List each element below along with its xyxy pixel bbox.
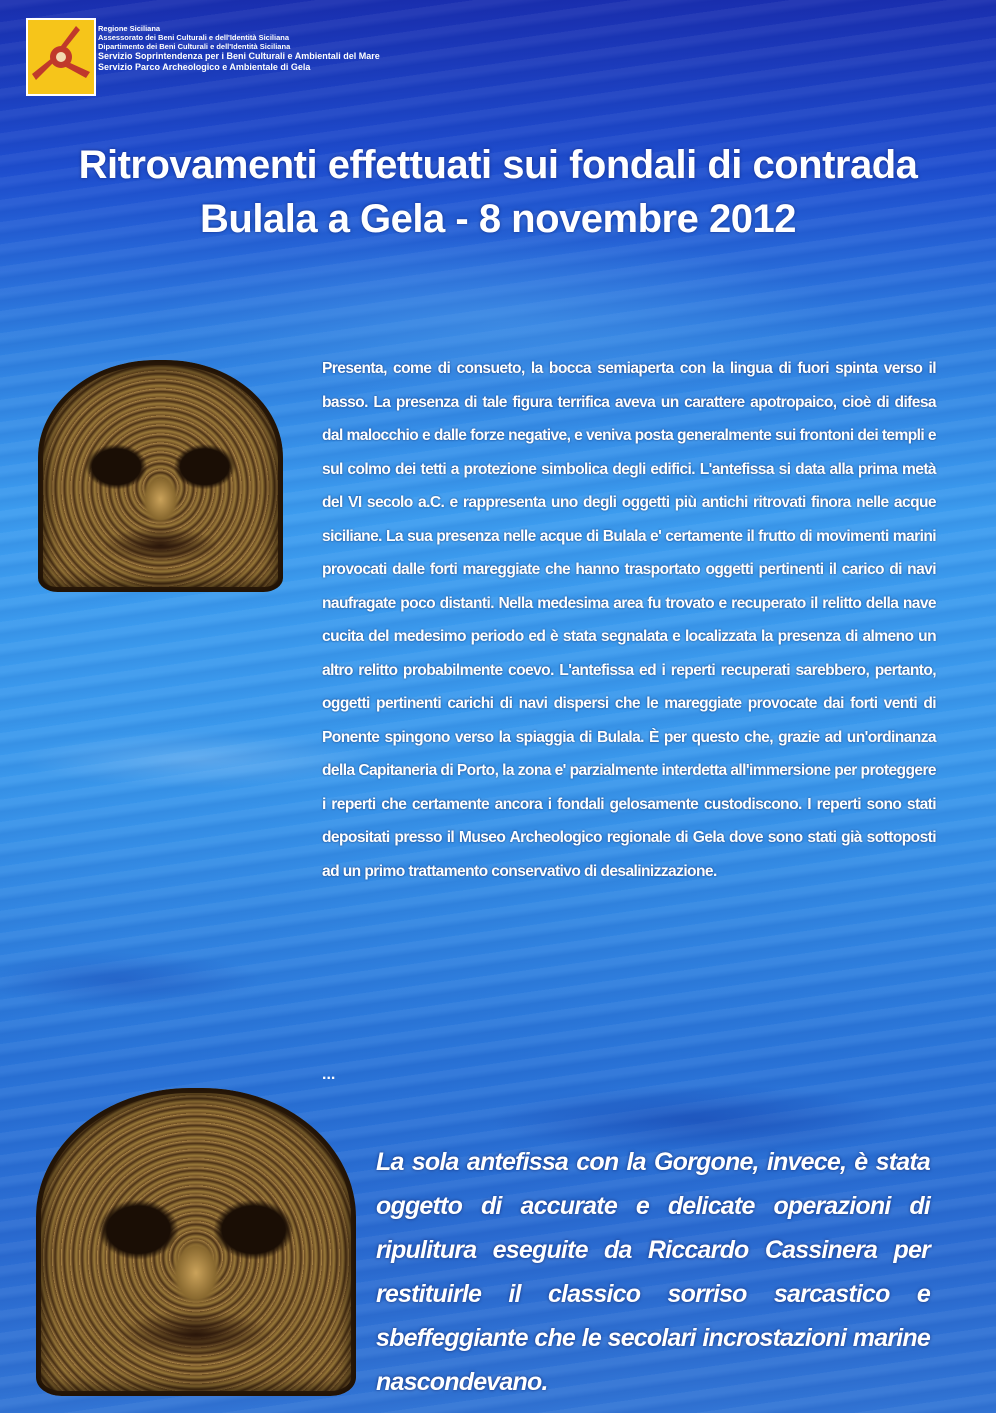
header-line-5: Servizio Parco Archeologico e Ambientale di Gela (98, 62, 311, 72)
page-title (0, 138, 996, 246)
closing-paragraph: La sola antefissa con la Gorgone, invece, è stata oggetto di accurate e delicate operazioni di ripulitura eseguite da Riccardo Cassinera per restituirle il classico sorriso sarcastico e sbeffeggiante che le secolari incrostazioni marine nascondevano. (376, 1148, 930, 1396)
antefissa-before-image (38, 360, 283, 592)
antefissa-after-image (36, 1088, 356, 1396)
title-line-2: Bulala a Gela - 8 novembre 2012 (200, 197, 796, 241)
header-line-3: Dipartimento dei Beni Culturali e dell'Identità Siciliana (98, 42, 291, 51)
trinacria-logo-icon (26, 18, 96, 96)
header-line-4: Servizio Soprintendenza per i Beni Culturali e Ambientali del Mare (98, 51, 380, 61)
institution-header (98, 24, 518, 73)
body-ellipsis: ... (322, 1066, 336, 1083)
header-line-2: Assessorato dei Beni Culturali e dell'Identità Siciliana (98, 33, 290, 42)
title-line-1: Ritrovamenti effettuati sui fondali di contrada (78, 143, 918, 187)
header-line-1: Regione Siciliana (98, 24, 161, 33)
body-paragraph: Presenta, come di consueto, la bocca semiaperta con la lingua di fuori spinta verso il basso. La presenza di tale figura terrifica aveva un carattere apotropaico, cioè di difesa dal malocchio e dalle forze negative, e veniva posta generalmente sui frontoni dei templi e sul colmo dei tetti a protezione simbolica degli edifici. L'antefissa si data alla prima metà del VI secolo a.C. e rappresenta uno degli oggetti più antichi ritrovati finora nelle acque siciliane. La sua presenza nelle acque di Bulala e' certamente il frutto di movimenti marini provocati dalle forti mareggiate che hanno trasportato oggetti pertinenti il carico di navi naufragate poco distanti. Nella medesima area fu trovato e recuperato il relitto della nave cucita del medesimo periodo ed è stata segnalata e localizzata la presenza di almeno un altro relitto probabilmente coevo. L'antefissa ed i reperti recuperati sarebbero, pertanto, oggetti pertinenti carichi di navi dispersi che le mareggiate provocate dai forti venti di Ponente spingono verso la spiaggia di Bulala. È per questo che, grazie ad un'ordinanza della Capitaneria di Porto, la zona e' parzialmente interdetta all'immersione per proteggere i reperti che certamente ancora i fondali gelosamente custodiscono. I reperti sono stati depositati presso il Museo Archeologico regionale di Gela dove sono stati già sottoposti ad un primo trattamento conservativo di desalinizzazione. (322, 360, 936, 880)
